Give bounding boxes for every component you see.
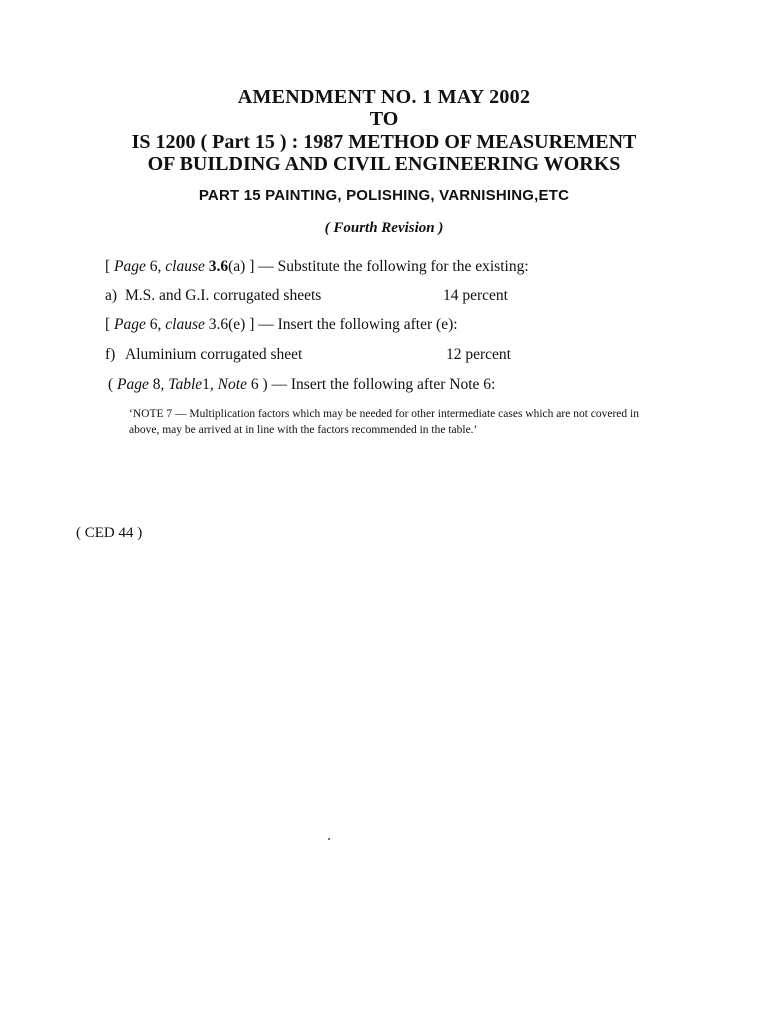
note-number: 6 ) xyxy=(246,376,268,393)
amendment-instruction: — Insert the following after (e): xyxy=(254,316,458,333)
standard-title-continued: OF BUILDING AND CIVIL ENGINEERING WORKS xyxy=(147,153,621,175)
revision-label: ( Fourth Revision ) xyxy=(324,220,444,236)
standard-title: IS 1200 ( Part 15 ) : 1987 METHOD OF MEASUREMENT xyxy=(131,131,637,153)
committee-reference: ( CED 44 ) xyxy=(76,525,143,541)
table-reference xyxy=(108,376,495,394)
clause-word: clause xyxy=(165,258,205,275)
ref-paren: ( xyxy=(108,376,118,393)
clause-sub: (e) ] xyxy=(228,316,255,333)
clause-sub: (a) ] xyxy=(228,258,255,275)
table-word: Table xyxy=(168,376,203,393)
item-value-2: 12 percent xyxy=(446,346,511,363)
page-number: 6, xyxy=(145,316,166,333)
item-text: Aluminium corrugated sheet xyxy=(125,346,303,363)
page-number: 8, xyxy=(148,376,169,393)
part-title: PART 15 PAINTING, POLISHING, VARNISHING,ETC xyxy=(198,187,570,204)
page-word: Page xyxy=(114,316,146,333)
page-word: Page xyxy=(117,376,149,393)
amendment-reference-2 xyxy=(105,316,458,334)
clause-number: 3.6 xyxy=(204,258,229,275)
amendment-item-1 xyxy=(105,287,321,305)
amendment-title: AMENDMENT NO. 1 MAY 2002 xyxy=(237,86,531,108)
page-word: Page xyxy=(114,258,146,275)
clause-number: 3.6 xyxy=(204,316,229,333)
item-letter: f) xyxy=(105,346,116,363)
amendment-item-2 xyxy=(105,346,302,364)
ref-bracket: [ xyxy=(105,316,115,333)
amendment-instruction: — Substitute the following for the existing: xyxy=(254,258,529,275)
item-value-1: 14 percent xyxy=(443,287,508,304)
page-number: 6, xyxy=(145,258,166,275)
item-letter: a) xyxy=(105,287,118,304)
ref-bracket: [ xyxy=(105,258,115,275)
amendment-reference-1 xyxy=(105,258,529,276)
note-7-text: ‘NOTE 7 — Multiplication factors which may be needed for other intermediate cases which are not covered in above, may be arrived at in line with the factors recommended in the table.’ xyxy=(129,408,639,436)
stray-dot xyxy=(328,838,330,840)
amendment-to: TO xyxy=(369,108,399,130)
item-text: M.S. and G.I. corrugated sheets xyxy=(125,287,322,304)
table-number: 1, xyxy=(202,376,218,393)
clause-word: clause xyxy=(165,316,205,333)
table-instruction: — Insert the following after Note 6: xyxy=(267,376,496,393)
note-word: Note xyxy=(217,376,247,393)
